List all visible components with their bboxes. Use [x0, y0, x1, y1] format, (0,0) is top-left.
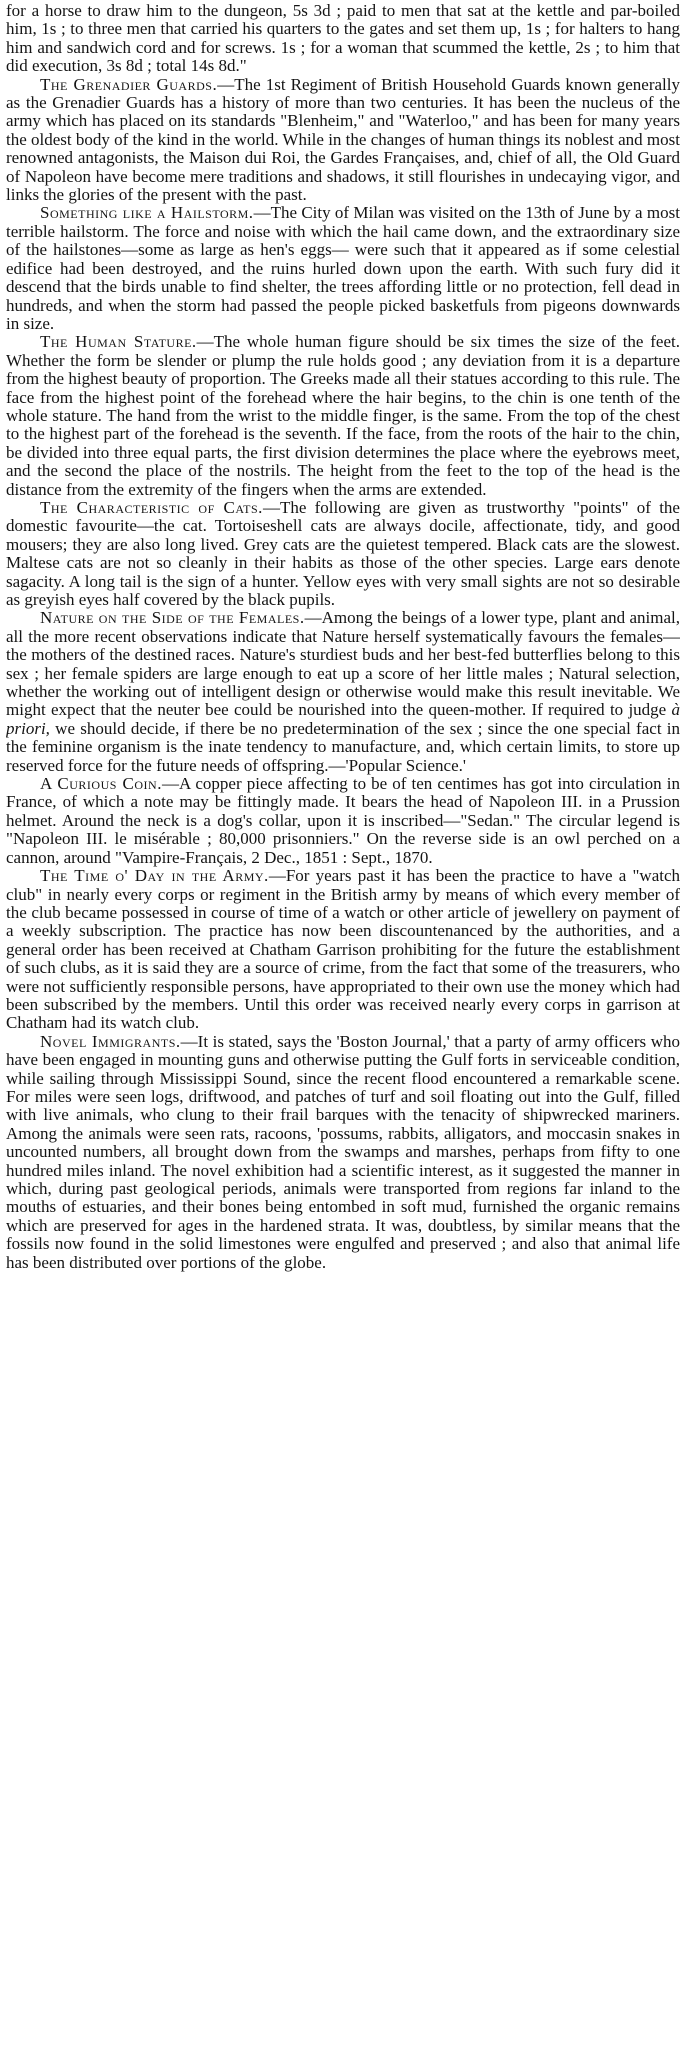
continued-paragraph — [6, 2, 680, 76]
article-heading: The Time o' Day in the Army. — [40, 866, 269, 886]
article-heading: Nature on the Side of the Females. — [40, 608, 305, 628]
article-body: —A copper piece affecting to be of ten centimes has got into circulation in France, of which a note may be fittingly made. It bears the head of Napoleon III. in a Prussion helmet. Around the neck is a dog's collar, upon it is inscribed—"Sedan." The circular legend is "Napoleon III. le misérable ; 80,000 prisonniers." On the reverse side is an owl perched on a cannon, around "Vampire-Français, 2 Dec., 1851 : Sept., 1870. — [6, 774, 680, 867]
article-body: —Among the beings of a lower type, plant and animal, all the more recent observations indicate that Nature herself systematically favours the females—the mothers of the destined races. Nature's sturdiest buds and her best-fed butterflies belong to this sex ; her female spiders are large enough to eat up a score of her little males ; Natural selection, whether the working out of intelligent design or otherwise would make this result inevitable. We might expect that the neuter bee could be nourished into the queen-mother. If required to judge — [6, 608, 680, 720]
article-heading: The Characteristic of Cats. — [40, 497, 263, 517]
article-curious-coin — [6, 775, 680, 867]
article-body: —The City of Milan was visited on the 13th of June by a most terrible hailstorm. The force and noise with which the hail came down, and the extraordinary size of the hailstones—some as large as hen's eggs— were such that it appeared as if some celestial edifice had been destroyed, and the ruins hurled down upon the earth. With such fury did it descend that the birds unable to find shelter, the trees affording little or no protection, fell dead in hundreds, and when the storm had passed the people picked basketfuls from pigeons downwards in size. — [6, 203, 680, 333]
article-human-stature — [6, 333, 680, 499]
article-body-continued: we should decide, if there be no predetermination of the sex ; since the one special fact in the feminine organism is the inate tendency to manufacture, and, which certain limits, to store up reserved force for the future needs of offspring.—'Popular Science.' — [6, 718, 680, 775]
continued-paragraph-text: for a horse to draw him to the dungeon, 5s 3d ; paid to men that sat at the kettle and par-boiled him, 1s ; to three men that carried his quarters to the gates and set them up, 1s ; for halters to hang him and sandwich cord and for screws. 1s ; for a woman that scummed the kettle, 2s ; to him that did execution, 3s 8d ; total 14s 8d." — [6, 1, 680, 76]
article-novel-immigrants — [6, 1033, 680, 1272]
article-body: —The 1st Regiment of British Household Guards known generally as the Grenadier Guards has a history of more than two centuries. It has been the nucleus of the army which has placed on its standards "Blenheim," and "Waterloo," and has been for many years the oldest body of the kind in the world. While in the changes of human things its noblest and most renowned antagonists, the Maison dui Roi, the Gardes Françaises, and, chief of all, the Old Guard of Napoleon have become mere traditions and shadows, it still flourishes in undecaying vigor, and links the glories of the present with the past. — [6, 74, 680, 205]
article-hailstorm — [6, 204, 680, 333]
article-body: —It is stated, says the 'Boston Journal,' that a party of army officers who have been engaged in mounting guns and otherwise putting the Gulf forts in serviceable condition, while sailing through Mississippi Sound, since the recent flood encountered a remarkable scene. For miles were seen logs, driftwood, and patches of turf and soil floating out into the Gulf, filled with live animals, who clung to their frail barques with the tenacity of shipwrecked mariners. Among the animals were seen rats, racoons, 'possums, rabbits, alligators, and moccasin snakes in uncounted numbers, all brought down from the swamps and marshes, perhaps from fifty to one hundred miles inland. The novel exhibition had a scientific interest, as it suggested the manner in which, during past geological periods, animals were transported from regions far inland to the mouths of estuaries, and their bones being entombed in soft mud, furnished the organic remains which are preserved for ages in the hardened strata. It was, doubtless, by similar means that the fossils now found in the solid limestones were engulfed and preserved ; and also that animal life has been distributed over portions of the globe. — [6, 1031, 680, 1272]
article-heading: Novel Immigrants. — [40, 1031, 181, 1051]
article-body: —The following are given as trustworthy "points" of the domestic favourite—the cat. Tortoiseshell cats are always docile, affectionate, tidy, and good mousers; they are also long lived. Grey cats are the quietest tempered. Black cats are the slowest. Maltese cats are not so cleanly in their habits as those of the other species. Large ears denote sagacity. A long tail is the sign of a hunter. Yellow eyes with very small sights are not so desirable as greyish eyes half covered by the black pupils. — [6, 497, 680, 609]
article-heading: The Human Stature. — [40, 332, 197, 352]
article-italic-phrase: à priori, — [6, 700, 680, 738]
article-heading: A Curious Coin. — [40, 774, 162, 794]
article-body: —For years past it has been the practice to have a "watch club" in nearly every corps or regiment in the British army by means of which every member of the club became possessed in course of time of a watch or other article of jewellery on payment of a weekly subscription. The practice has now been discountenanced by the authorities, and a general order has been received at Chatham Garrison prohibiting for the future the establishment of such clubs, as it is said they are a source of crime, from the fact that some of the treasurers, who were not sufficiently responsible persons, have appropriated to their own use the money which had been subscribed by the members. Until this order was received nearly every corps in garrison at Chatham had its watch club. — [6, 866, 680, 1033]
article-heading: The Grenadier Guards. — [40, 74, 218, 94]
article-nature-females — [6, 609, 680, 775]
article-grenadier-guards — [6, 76, 680, 205]
newspaper-column — [6, 0, 680, 1272]
article-time-in-army — [6, 867, 680, 1033]
article-heading: Something like a Hailstorm. — [40, 203, 254, 223]
article-body: —The whole human figure should be six times the size of the feet. Whether the form be slender or plump the rule holds good ; any deviation from it is a departure from the highest beauty of proportion. The Greeks made all their statues according to this rule. The face from the highest point of the forehead where the hair begins, to the chin is one tenth of the whole stature. The hand from the wrist to the middle finger, is the same. From the top of the chest to the highest part of the forehead is the seventh. If the face, from the roots of the hair to the chin, be divided into three equal parts, the first division determines the place where the eyebrows meet, and the second the place of the nostrils. The height from the feet to the top of the head is the distance from the extremity of the fingers when the arms are extended. — [6, 332, 680, 499]
article-cats — [6, 499, 680, 609]
